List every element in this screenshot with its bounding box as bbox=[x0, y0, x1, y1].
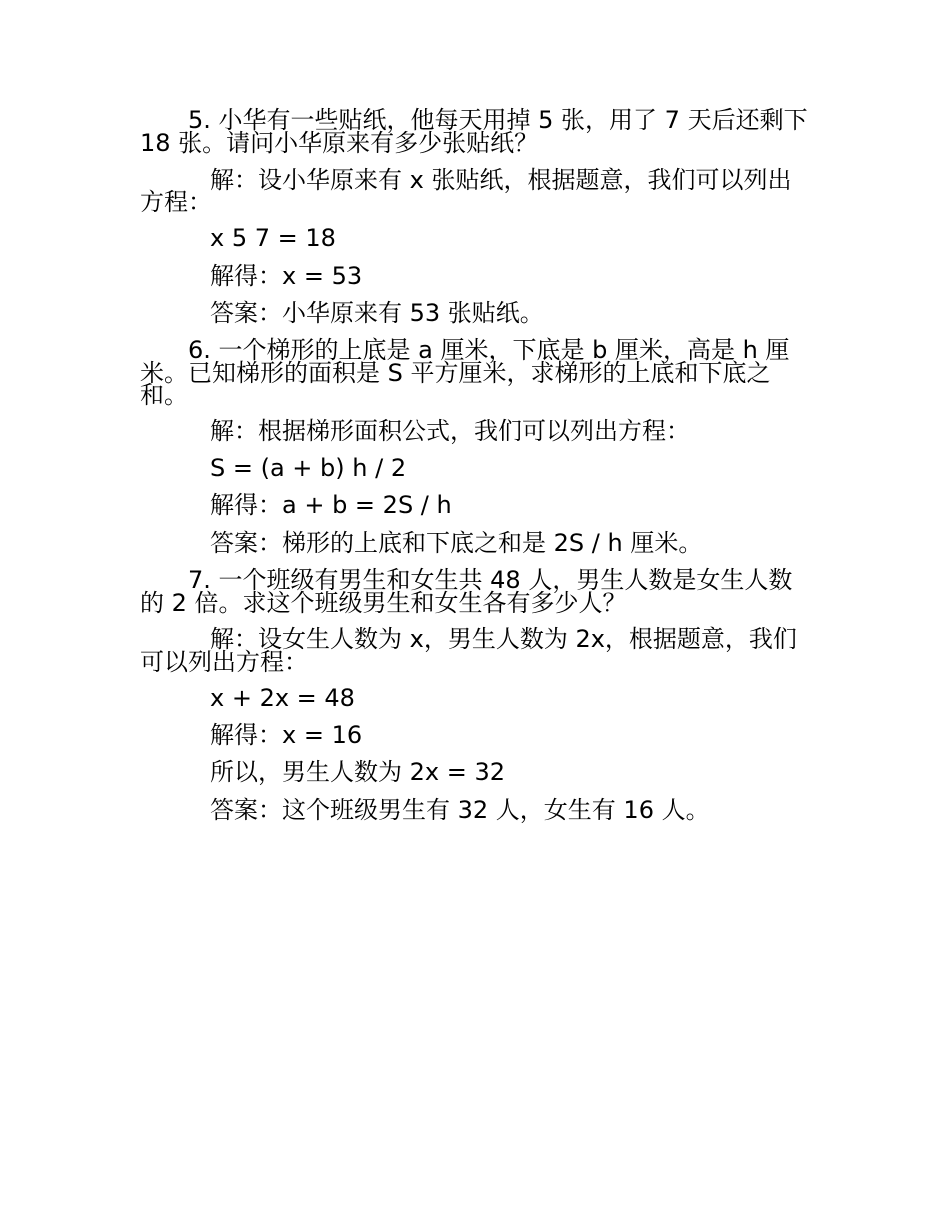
problem-5-solution-line-1: 解：设小华原来有 x 张贴纸，根据题意，我们可以列出 bbox=[210, 166, 792, 194]
problem-5-equation: x 5 7 = 18 bbox=[210, 224, 336, 252]
problem-7-followup: 所以，男生人数为 2x = 32 bbox=[210, 758, 506, 786]
problem-6-equation: S = (a + b) h / 2 bbox=[210, 454, 407, 482]
problem-6-question-line-3: 和。 bbox=[140, 381, 188, 409]
problem-5-result: 解得：x = 53 bbox=[210, 262, 363, 290]
problem-6-answer: 答案：梯形的上底和下底之和是 2S / h 厘米。 bbox=[210, 529, 703, 557]
problem-6-question-line-2: 米。已知梯形的面积是 S 平方厘米，求梯形的上底和下底之 bbox=[140, 359, 771, 387]
problem-5-answer: 答案：小华原来有 53 张贴纸。 bbox=[210, 299, 544, 327]
problem-5-solution-line-2: 方程： bbox=[140, 188, 212, 216]
problem-6-question-line-1: 6. 一个梯形的上底是 a 厘米，下底是 b 厘米，高是 h 厘 bbox=[188, 336, 790, 364]
problem-7-solution-line-1: 解：设女生人数为 x，男生人数为 2x，根据题意，我们 bbox=[210, 625, 797, 653]
problem-5-question-line-2: 18 张。请问小华原来有多少张贴纸？ bbox=[140, 129, 539, 157]
problem-5-question-line-1: 5. 小华有一些贴纸，他每天用掉 5 张，用了 7 天后还剩下 bbox=[188, 106, 808, 134]
problem-7-question-line-1: 7. 一个班级有男生和女生共 48 人，男生人数是女生人数 bbox=[188, 566, 793, 594]
problem-7-solution-line-2: 可以列出方程： bbox=[140, 648, 308, 676]
problem-7-result: 解得：x = 16 bbox=[210, 721, 363, 749]
problem-7-equation: x + 2x = 48 bbox=[210, 684, 355, 712]
problem-6-result: 解得：a + b = 2S / h bbox=[210, 491, 452, 519]
problem-7-answer: 答案：这个班级男生有 32 人，女生有 16 人。 bbox=[210, 796, 710, 824]
problem-7-question-line-2: 的 2 倍。求这个班级男生和女生各有多少人？ bbox=[140, 589, 627, 617]
problem-6-solution-line-1: 解：根据梯形面积公式，我们可以列出方程： bbox=[210, 417, 690, 445]
